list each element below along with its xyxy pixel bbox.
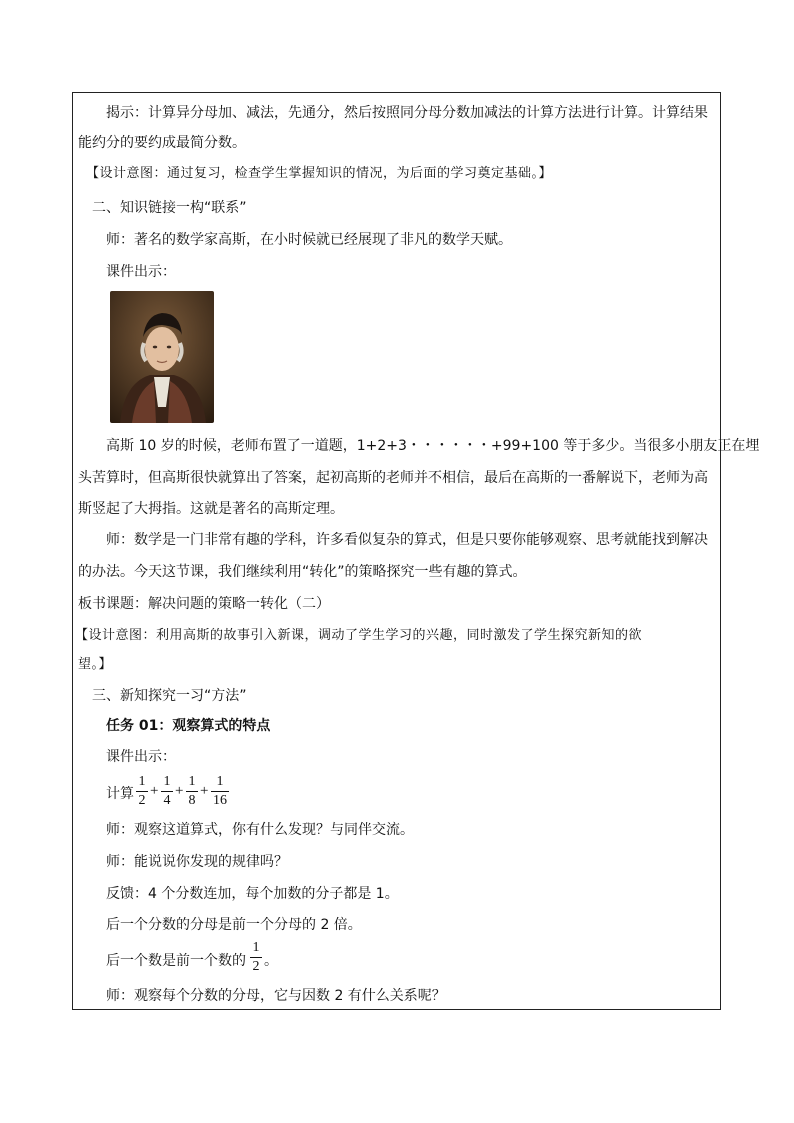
feedback-line-3-prefix: 后一个数是前一个数的 [106,953,246,969]
section-heading-2: 二、知识链接一构“联系” [92,200,247,216]
teacher-line-1: 师：著名的数学家高斯，在小时候就已经展现了非凡的数学天赋。 [106,232,512,248]
hint-line-2: 能约分的要约成最简分数。 [78,135,246,151]
design-intent-2a: 【设计意图：利用高斯的故事引入新课，调动了学生学习的兴趣，同时激发了学生探究新知的欲 [75,628,643,643]
fraction-2-denominator: 4 [163,793,171,808]
fraction-1 [136,774,148,809]
gauss-portrait [110,291,214,423]
plus-sign-2: + [175,783,184,799]
fraction-3-numerator: 1 [188,774,196,789]
calc-label: 计算 [106,786,134,802]
teacher-line-2b: 的办法。今天这节课，我们继续利用“转化”的策略探究一些有趣的算式。 [78,564,527,580]
board-title: 板书课题：解决问题的策略一转化（二） [78,596,330,612]
fraction-1-denominator: 2 [138,793,146,808]
fraction-4-denominator: 16 [213,793,227,808]
feedback-line-3-suffix: 。 [264,953,278,969]
fraction-4 [211,774,229,809]
fraction-2 [161,774,173,809]
fraction-half-numerator: 1 [252,940,260,955]
fraction-3 [186,774,198,809]
teacher-line-4: 师：能说说你发现的规律吗？ [106,854,288,870]
plus-sign-1: + [150,783,159,799]
gauss-story-line-3: 斯竖起了大拇指。这就是著名的高斯定理。 [78,501,344,517]
courseware-label-1: 课件出示： [106,264,176,280]
plus-sign-3: + [200,783,209,799]
design-intent-2b: 望。】 [78,657,113,672]
courseware-label-2: 课件出示： [106,749,176,765]
task-01-heading: 任务 01：观察算式的特点 [106,718,271,734]
gauss-story-line-1: 高斯 10 岁的时候，老师布置了一道题，1+2+3・・・・・・+99+100 等于多少。当很多小朋友正在埋 [106,438,760,454]
teacher-line-2a: 师：数学是一门非常有趣的学科，许多看似复杂的算式，但是只要你能够观察、思考就能找到解决 [106,532,708,548]
fraction-3-denominator: 8 [188,793,196,808]
teacher-line-3: 师：观察这道算式，你有什么发现？与同伴交流。 [106,822,414,838]
design-intent-1: 【设计意图：通过复习，检查学生掌握知识的情况，为后面的学习奠定基础。】 [86,166,553,181]
fraction-4-numerator: 1 [216,774,224,789]
teacher-line-5: 师：观察每个分数的分母，它与因数 2 有什么关系呢？ [106,988,446,1004]
section-heading-3: 三、新知探究一习“方法” [92,688,247,704]
hint-line-1: 揭示：计算异分母加、减法，先通分，然后按照同分母分数加减法的计算方法进行计算。计算结果 [106,105,708,121]
feedback-line-1: 反馈：4 个分数连加，每个加数的分子都是 1。 [106,886,399,902]
fraction-half-denominator: 2 [252,959,260,974]
gauss-story-line-2: 头苦算时，但高斯很快就算出了答案，起初高斯的老师并不相信，最后在高斯的一番解说下，老师为高 [78,470,708,486]
fraction-2-numerator: 1 [163,774,171,789]
feedback-line-2: 后一个分数的分母是前一个分母的 2 倍。 [106,917,362,933]
fraction-1-numerator: 1 [138,774,146,789]
fraction-half [250,940,262,975]
